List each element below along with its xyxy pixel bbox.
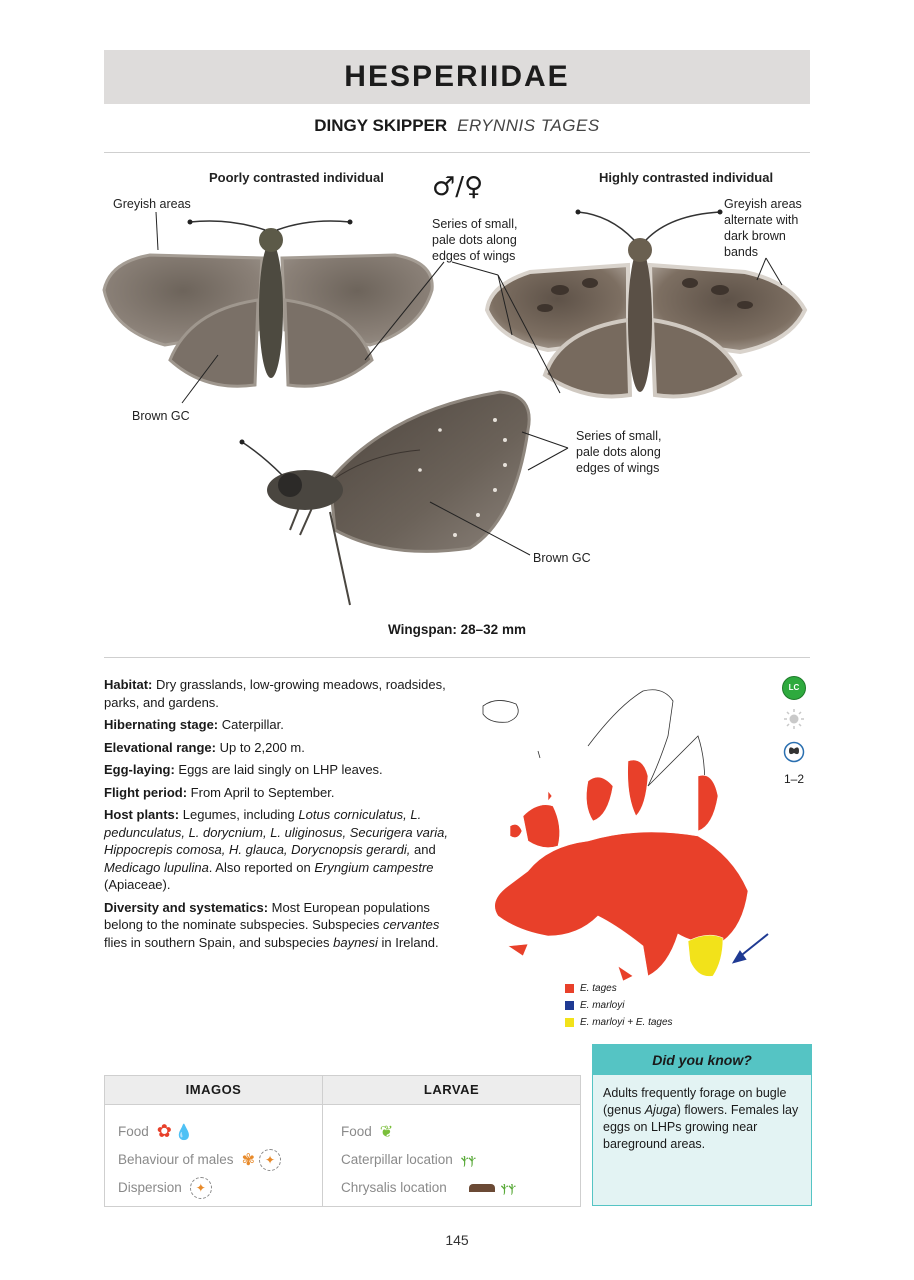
ground-icon	[469, 1184, 495, 1192]
row-label: Food	[341, 1124, 372, 1139]
generations-count: 1–2	[783, 772, 805, 786]
egg-value: Eggs are laid singly on LHP leaves.	[178, 762, 383, 777]
perching-flower-icon: ✾	[241, 1150, 255, 1169]
label-line: Greyish areas	[724, 197, 802, 211]
range-mixed	[688, 935, 723, 976]
left-heading: Poorly contrasted individual	[209, 170, 384, 185]
habitat-label: Habitat:	[104, 677, 153, 692]
family-title: HESPERIIDAE	[344, 60, 570, 93]
label-greyish-areas-right	[724, 196, 802, 260]
flower-icon: ✿	[156, 1121, 172, 1142]
host-label: Host plants:	[104, 807, 180, 822]
diversity-text: Most European populations belong to the nominate subspecies. Subspecies	[104, 899, 430, 932]
habitat	[104, 676, 454, 711]
species-info	[104, 676, 454, 956]
larvae-row-chrysalis	[323, 1174, 580, 1202]
butterfly-poorly-contrasted	[104, 220, 432, 387]
label-series-dots-top	[432, 216, 517, 264]
leaf-icon: ❦	[379, 1122, 394, 1141]
label-line: bands	[724, 245, 759, 259]
subspecies-name: baynesi	[333, 934, 378, 950]
larvae-column	[323, 1076, 580, 1206]
label-line: Series of small,	[432, 217, 518, 231]
legend-swatch	[565, 1018, 574, 1027]
imagos-row-behaviour	[105, 1146, 322, 1174]
section-divider	[104, 657, 810, 658]
water-drop-icon: 💧	[174, 1123, 194, 1141]
legend-label: E. tages	[580, 983, 617, 994]
right-heading: Highly contrasted individual	[599, 170, 774, 185]
row-label: Caterpillar location	[341, 1152, 453, 1167]
label-line: edges of wings	[576, 461, 660, 475]
hibernating-label: Hibernating stage:	[104, 717, 219, 732]
elevation	[104, 739, 454, 757]
host-species: Lotus corniculatus, L. pedunculatus, L. dorycnium, L. uliginosus, Securigera varia, Hippocrepis comosa, H. glauca, Dorycnopsis gerardi,	[104, 807, 448, 857]
diversity-text: flies in southern Spain, and subspecies	[104, 934, 330, 950]
flight-value: From April to September.	[190, 784, 335, 800]
legend-item-emarloyi	[565, 997, 673, 1014]
row-label: Behaviour of males	[118, 1152, 234, 1167]
row-label: Chrysalis location	[341, 1180, 447, 1195]
dyk-genus: Ajuga	[644, 1103, 677, 1117]
imagos-row-dispersion	[105, 1174, 322, 1202]
species-common-name: DINGY SKIPPER	[314, 116, 448, 135]
did-you-know-box	[592, 1044, 812, 1206]
hibernating-value: Caterpillar.	[221, 717, 284, 732]
subspecies-name: cervantes	[382, 917, 440, 932]
host-text: . Also reported on	[208, 859, 311, 875]
diversity-text: in Ireland.	[381, 934, 439, 950]
row-label: Dispersion	[118, 1180, 182, 1195]
imagos-column	[105, 1076, 323, 1206]
hibernating	[104, 716, 454, 734]
did-you-know-title: Did you know?	[593, 1045, 811, 1075]
row-label: Food	[118, 1124, 149, 1139]
label-line: edges of wings	[432, 249, 516, 263]
grass-icon: ⲯⲯ	[500, 1180, 516, 1196]
page-number: 145	[445, 1232, 469, 1248]
elevation-value: Up to 2,200 m.	[219, 739, 305, 755]
dyk-text-part: Adults frequently forage on bugle (genus	[603, 1086, 787, 1117]
egg-laying	[104, 761, 454, 779]
label-line: pale dots along	[432, 233, 517, 247]
imagos-header: IMAGOS	[105, 1076, 322, 1105]
sex-symbol: ♂/♀	[432, 172, 484, 202]
butterfly-side-view	[240, 392, 530, 605]
status-column	[780, 676, 808, 786]
elevation-label: Elevational range:	[104, 739, 216, 755]
larvae-row-food	[323, 1118, 580, 1146]
legend-item-etages	[565, 980, 673, 997]
sun-icon	[783, 708, 805, 730]
legend-label: E. marloyi	[580, 1000, 625, 1011]
label-brown-gc-left: Brown GC	[132, 409, 190, 423]
label-line: dark brown	[724, 229, 786, 243]
legend-swatch	[565, 984, 574, 993]
dispersion-icon: ✦	[190, 1177, 212, 1199]
species-latin-name: ERYNNIS TAGES	[457, 116, 600, 135]
label-line: pale dots along	[576, 445, 661, 459]
label-line: alternate with	[724, 213, 799, 227]
dyk-text-part: ) flowers. Females lay eggs on LHPs growing near bareground areas.	[603, 1103, 799, 1151]
flight-period	[104, 784, 454, 802]
label-greyish-areas-left: Greyish areas	[113, 197, 191, 211]
larvae-header: LARVAE	[323, 1076, 580, 1105]
host-text: (Apiaceae).	[104, 877, 171, 892]
map-legend	[565, 980, 673, 1031]
range-emarloyi	[734, 934, 768, 962]
host-plants	[104, 806, 454, 894]
diversity-label: Diversity and systematics:	[104, 899, 269, 915]
conservation-status-badge: LC	[782, 676, 806, 700]
label-brown-gc-bottom: Brown GC	[533, 551, 591, 565]
host-species: Eryngium campestre	[314, 859, 434, 875]
larvae-row-caterpillar	[323, 1146, 580, 1174]
host-species: Medicago lupulina	[104, 859, 209, 875]
egg-label: Egg-laying:	[104, 762, 175, 777]
grass-icon: ⲯⲯ	[460, 1152, 476, 1168]
traits-table	[104, 1075, 581, 1207]
legend-item-mixed	[565, 1014, 673, 1031]
imagos-row-food	[105, 1118, 322, 1146]
butterfly-generation-icon	[783, 741, 805, 763]
host-text: Legumes, including	[182, 807, 295, 822]
distribution-map	[468, 676, 813, 986]
legend-swatch	[565, 1001, 574, 1010]
diversity	[104, 899, 454, 952]
patrolling-icon: ✦	[259, 1149, 281, 1171]
flight-label: Flight period:	[104, 784, 188, 800]
wingspan: Wingspan: 28–32 mm	[388, 622, 526, 637]
habitat-value: Dry grasslands, low-growing meadows, roadsides, parks, and gardens.	[104, 677, 446, 710]
legend-label: E. marloyi + E. tages	[580, 1017, 673, 1028]
label-series-dots-bottom	[576, 428, 661, 476]
host-text: and	[413, 842, 436, 857]
did-you-know-text	[593, 1075, 811, 1163]
label-line: Series of small,	[576, 429, 662, 443]
